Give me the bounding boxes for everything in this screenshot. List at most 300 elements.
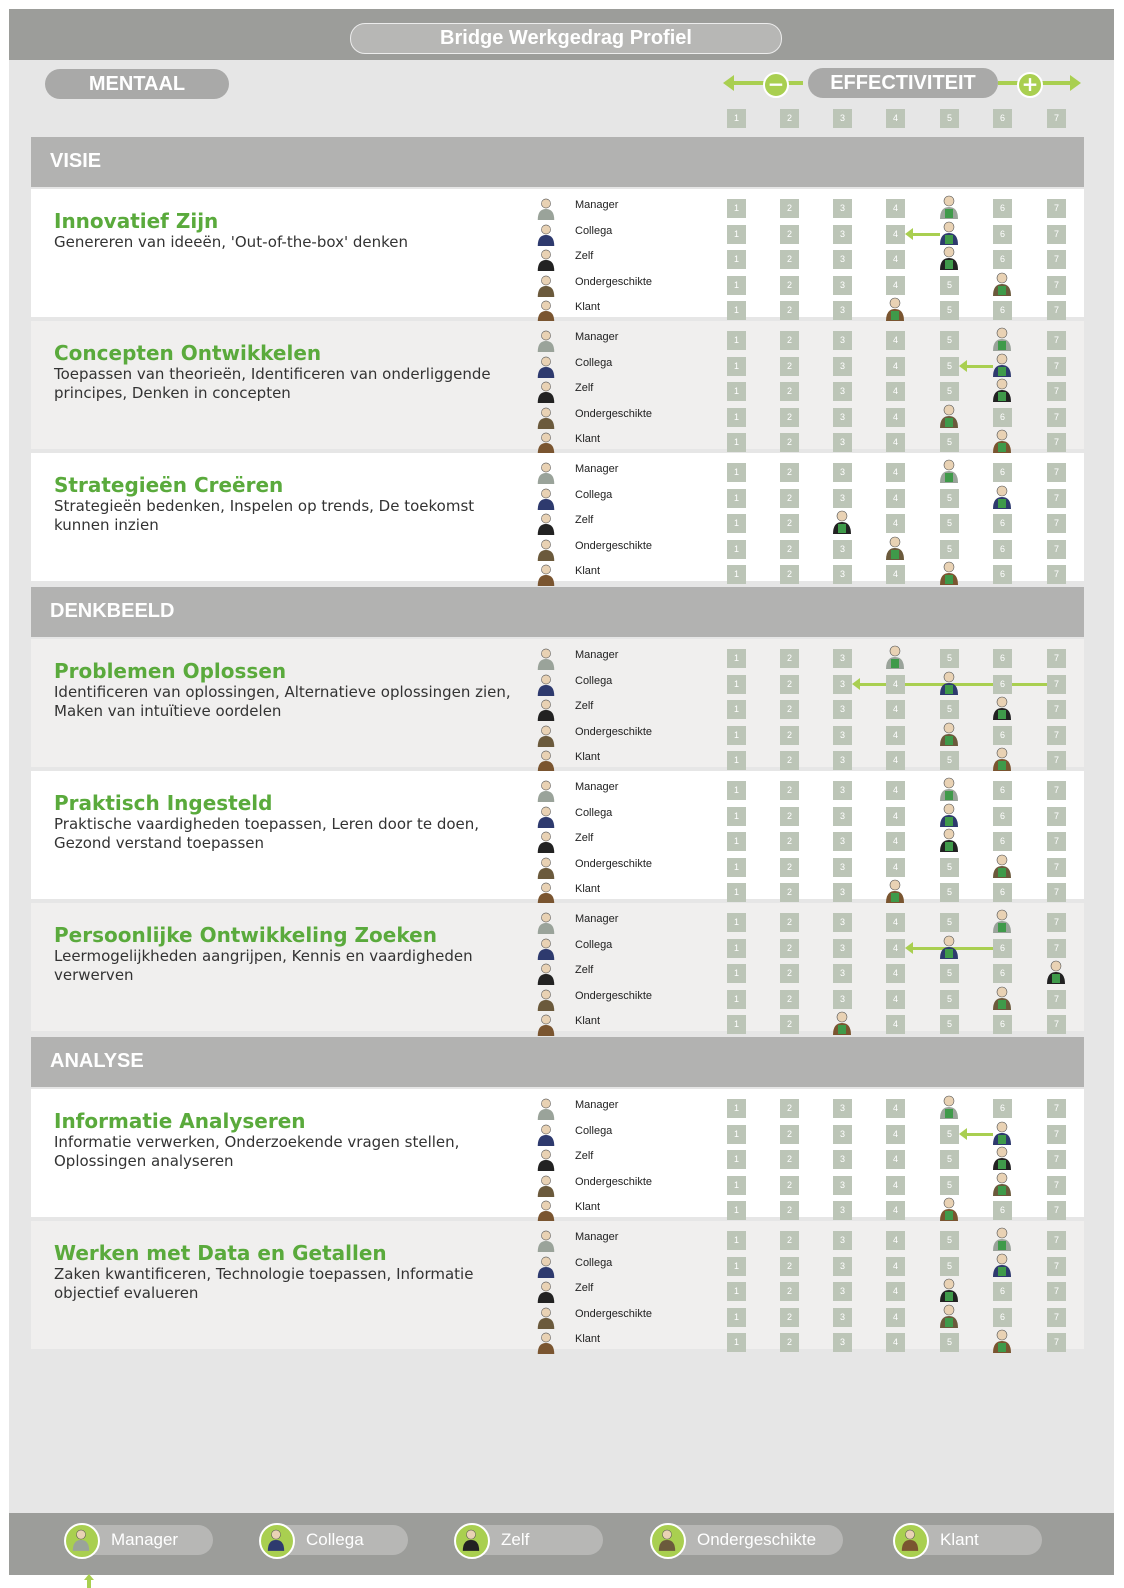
scale-box: 2: [780, 1333, 799, 1352]
score-marker: [991, 1172, 1013, 1196]
competency-description: Genereren van ideeën, 'Out-of-the-box' denken: [54, 233, 408, 251]
scale-box: 1: [727, 1201, 746, 1220]
scale-header-box: 5: [940, 109, 959, 128]
scale-box: 5: [940, 1015, 959, 1034]
scale-box: 2: [780, 700, 799, 719]
scale-box: 2: [780, 514, 799, 533]
perspective-label: Zelf: [575, 700, 594, 712]
perspective-row: [531, 378, 1084, 403]
perspective-label: Manager: [575, 913, 619, 925]
scale-box: 6: [993, 781, 1012, 800]
scale-box: 1: [727, 675, 746, 694]
score-marker: [884, 645, 906, 669]
category-title: DENKBEELD: [50, 600, 175, 622]
scale-box: 1: [727, 225, 746, 244]
scale-box: 1: [727, 514, 746, 533]
legend-label: Klant: [940, 1530, 979, 1549]
klant-icon: [535, 300, 557, 322]
perspective-label: Zelf: [575, 832, 594, 844]
scale-box: 3: [833, 1176, 852, 1195]
perspective-label: Manager: [575, 463, 619, 475]
scale-box: 3: [833, 1333, 852, 1352]
scale-box: 7: [1047, 1282, 1066, 1301]
score-marker: [938, 221, 960, 245]
perspective-row: [531, 960, 1084, 985]
competency-title: Concepten Ontwikkelen: [54, 341, 322, 365]
scale-box: 6: [993, 408, 1012, 427]
collega-icon: [535, 356, 557, 378]
score-marker: [991, 378, 1013, 402]
perspective-label: Manager: [575, 331, 619, 343]
scale-box: 4: [886, 1176, 905, 1195]
scale-box: 6: [993, 1201, 1012, 1220]
scale-box: 7: [1047, 1176, 1066, 1195]
scale-box: 7: [1047, 565, 1066, 584]
scale-box: 7: [1047, 1150, 1066, 1169]
scale-box: 1: [727, 1333, 746, 1352]
perspective-label: Zelf: [575, 1150, 594, 1162]
perspective-row: [531, 1227, 1084, 1252]
page-frame: [9, 9, 1114, 1575]
score-marker: [991, 854, 1013, 878]
score-marker: [991, 1146, 1013, 1170]
scale-box: 3: [833, 675, 852, 694]
scale-box: 1: [727, 1257, 746, 1276]
arrow-up-icon: [82, 1574, 96, 1588]
scale-box: 3: [833, 301, 852, 320]
scale-box: 7: [1047, 883, 1066, 902]
scale-box: 4: [886, 939, 905, 958]
scale-box: 6: [993, 1015, 1012, 1034]
perspective-row: [531, 854, 1084, 879]
perspective-label: Zelf: [575, 382, 594, 394]
scale-box: 4: [886, 408, 905, 427]
scale-box: 4: [886, 726, 905, 745]
scale-box: 1: [727, 433, 746, 452]
competency-title: Praktisch Ingesteld: [54, 791, 273, 815]
scale-box: 7: [1047, 382, 1066, 401]
score-marker: [991, 747, 1013, 771]
scale-box: 7: [1047, 514, 1066, 533]
competency-title: Persoonlijke Ontwikkeling Zoeken: [54, 923, 437, 947]
perspective-row: [531, 1172, 1084, 1197]
perspective-label: Zelf: [575, 1282, 594, 1294]
score-marker: [831, 1011, 853, 1035]
title-bar: [9, 9, 1114, 60]
competency-block: [31, 639, 1084, 767]
scale-box: 3: [833, 1201, 852, 1220]
scale-box: 5: [940, 1176, 959, 1195]
scale-box: 1: [727, 357, 746, 376]
scale-box: 4: [886, 1201, 905, 1220]
scale-box: 6: [993, 1308, 1012, 1327]
scale-box: 3: [833, 250, 852, 269]
scale-box: 7: [1047, 463, 1066, 482]
zelf-icon: [535, 513, 557, 535]
scale-box: 4: [886, 331, 905, 350]
scale-box: 2: [780, 331, 799, 350]
perspective-row: [531, 221, 1084, 246]
scale-box: 1: [727, 540, 746, 559]
competency-block: [31, 453, 1084, 581]
scale-box: 5: [940, 913, 959, 932]
zelf-icon: [535, 831, 557, 853]
scale-box: 6: [993, 199, 1012, 218]
scale-box: 1: [727, 649, 746, 668]
perspective-row: [531, 1011, 1084, 1036]
perspective-label: Ondergeschikte: [575, 275, 653, 288]
zelf-icon: [535, 699, 557, 721]
ondergeschikte-icon: [535, 407, 557, 429]
scale-box: 2: [780, 1099, 799, 1118]
section-label: MENTAAL: [45, 69, 229, 99]
perspective-label: Klant: [575, 433, 601, 445]
scale-box: 7: [1047, 726, 1066, 745]
scale-box: 6: [993, 250, 1012, 269]
scale-box: 7: [1047, 357, 1066, 376]
scale-box: 4: [886, 751, 905, 770]
manager-icon: [535, 780, 557, 802]
competency-block: [31, 321, 1084, 449]
legend-label: Zelf: [501, 1530, 530, 1549]
scale-header-box: 1: [727, 109, 746, 128]
legend-item-zelf: [457, 1525, 603, 1555]
scale-box: 1: [727, 1308, 746, 1327]
klant-icon: [535, 882, 557, 904]
scale-box: 5: [940, 858, 959, 877]
manager-icon: [64, 1523, 100, 1559]
perspective-row: [531, 777, 1084, 802]
perspective-row: [531, 1146, 1084, 1171]
klant-icon: [535, 750, 557, 772]
scale-box: 3: [833, 939, 852, 958]
scale-box: 3: [833, 832, 852, 851]
score-marker: [938, 1197, 960, 1221]
scale-box: 3: [833, 357, 852, 376]
scale-box: 2: [780, 489, 799, 508]
range-arrow: [913, 233, 940, 236]
perspective-row: [531, 935, 1084, 960]
scale-box: 7: [1047, 250, 1066, 269]
manager-icon: [535, 330, 557, 352]
scale-box: 1: [727, 199, 746, 218]
perspective-label: Collega: [575, 1124, 613, 1137]
klant-icon: [535, 1332, 557, 1354]
perspective-label: Klant: [575, 751, 601, 763]
scale-box: 7: [1047, 751, 1066, 770]
zelf-icon: [535, 963, 557, 985]
perspective-label: Zelf: [575, 514, 594, 526]
scale-box: 2: [780, 250, 799, 269]
scale-box: 2: [780, 433, 799, 452]
category-title: VISIE: [50, 150, 102, 172]
scale-box: 5: [940, 357, 959, 376]
scale-box: 2: [780, 913, 799, 932]
scale-box: 5: [940, 540, 959, 559]
legend-item-ondergeschikte: [653, 1525, 843, 1555]
competency-block: [31, 1089, 1084, 1217]
scale-box: 1: [727, 250, 746, 269]
scale-box: 5: [940, 276, 959, 295]
scale-box: 7: [1047, 1125, 1066, 1144]
collega-icon: [535, 1124, 557, 1146]
scale-box: 5: [940, 649, 959, 668]
perspective-label: Ondergeschikte: [575, 1175, 653, 1188]
perspective-row: [531, 195, 1084, 220]
perspective-row: [531, 246, 1084, 271]
competency-title: Werken met Data en Getallen: [54, 1241, 387, 1265]
scale-box: 7: [1047, 1333, 1066, 1352]
score-marker: [991, 485, 1013, 509]
scale-box: 7: [1047, 1231, 1066, 1250]
score-marker: [884, 297, 906, 321]
ondergeschikte-icon: [650, 1523, 686, 1559]
scale-box: 2: [780, 357, 799, 376]
scale-box: 2: [780, 649, 799, 668]
competency-description: Zaken kwantificeren, Technologie toepassen, Informatie objectief evalueren: [54, 1265, 474, 1302]
perspective-row: [531, 297, 1084, 322]
score-marker: [991, 1329, 1013, 1353]
scale-box: 7: [1047, 675, 1066, 694]
perspective-row: [531, 353, 1084, 378]
scale-box: 2: [780, 463, 799, 482]
perspective-row: [531, 1095, 1084, 1120]
scale-box: 3: [833, 199, 852, 218]
competency-block: [31, 771, 1084, 899]
scale-box: 5: [940, 1231, 959, 1250]
scale-box: 6: [993, 463, 1012, 482]
ondergeschikte-icon: [535, 989, 557, 1011]
scale-box: 6: [993, 225, 1012, 244]
score-marker: [991, 1253, 1013, 1277]
perspective-label: Klant: [575, 883, 601, 895]
competency-title: Strategieën Creëren: [54, 473, 284, 497]
perspective-label: Manager: [575, 199, 619, 211]
scale-box: 2: [780, 1308, 799, 1327]
score-marker: [991, 327, 1013, 351]
manager-icon: [535, 198, 557, 220]
scale-box: 1: [727, 331, 746, 350]
scale-box: 5: [940, 1333, 959, 1352]
scale-box: 1: [727, 990, 746, 1009]
scale-box: 3: [833, 382, 852, 401]
score-marker: [938, 777, 960, 801]
perspective-row: [531, 510, 1084, 535]
scale-box: 2: [780, 751, 799, 770]
scale-box: 6: [993, 883, 1012, 902]
scale-box: 4: [886, 489, 905, 508]
scale-box: 5: [940, 1257, 959, 1276]
legend-item-manager: [67, 1525, 213, 1555]
scale-box: 7: [1047, 331, 1066, 350]
perspective-label: Collega: [575, 224, 613, 237]
scale-box: 2: [780, 990, 799, 1009]
scale-box: 1: [727, 939, 746, 958]
scale-box: 1: [727, 964, 746, 983]
scale-box: 4: [886, 1333, 905, 1352]
scale-box: 6: [993, 565, 1012, 584]
competency-title: Informatie Analyseren: [54, 1109, 306, 1133]
score-marker: [991, 986, 1013, 1010]
collega-icon: [259, 1523, 295, 1559]
scale-box: 4: [886, 1099, 905, 1118]
scale-box: 1: [727, 1176, 746, 1195]
score-marker: [938, 803, 960, 827]
effectiviteit-label: EFFECTIVITEIT: [808, 68, 998, 98]
scale-box: 7: [1047, 781, 1066, 800]
scale-header-box: 6: [993, 109, 1012, 128]
plus-icon: +: [1017, 72, 1043, 98]
scale-box: 5: [940, 1125, 959, 1144]
scale-box: 3: [833, 1308, 852, 1327]
manager-icon: [535, 648, 557, 670]
scale-box: 7: [1047, 1257, 1066, 1276]
scale-box: 7: [1047, 649, 1066, 668]
scale-box: 4: [886, 1125, 905, 1144]
scale-box: 7: [1047, 301, 1066, 320]
scale-box: 4: [886, 964, 905, 983]
manager-icon: [535, 462, 557, 484]
scale-box: 3: [833, 463, 852, 482]
perspective-row: [531, 429, 1084, 454]
legend-item-collega: [262, 1525, 408, 1555]
scale-box: 2: [780, 675, 799, 694]
scale-box: 5: [940, 331, 959, 350]
scale-box: 2: [780, 807, 799, 826]
scale-box: 5: [940, 514, 959, 533]
score-marker: [938, 1278, 960, 1302]
scale-box: 4: [886, 1015, 905, 1034]
scale-box: 1: [727, 1015, 746, 1034]
scale-box: 1: [727, 781, 746, 800]
scale-box: 3: [833, 1257, 852, 1276]
perspective-row: [531, 561, 1084, 586]
ondergeschikte-icon: [535, 539, 557, 561]
competency-description: Informatie verwerken, Onderzoekende vragen stellen, Oplossingen analyseren: [54, 1133, 460, 1170]
scale-box: 7: [1047, 276, 1066, 295]
perspective-label: Ondergeschikte: [575, 857, 653, 870]
collega-icon: [535, 224, 557, 246]
perspective-label: Manager: [575, 1231, 619, 1243]
scale-box: 4: [886, 463, 905, 482]
scale-box: 3: [833, 1150, 852, 1169]
scale-box: 3: [833, 1282, 852, 1301]
scale-box: 4: [886, 913, 905, 932]
score-marker: [938, 561, 960, 585]
perspective-row: [531, 485, 1084, 510]
scale-box: 4: [886, 565, 905, 584]
scale-box: 2: [780, 408, 799, 427]
perspective-label: Ondergeschikte: [575, 407, 653, 420]
score-marker: [938, 1095, 960, 1119]
range-arrow: [967, 1133, 993, 1136]
score-marker: [938, 246, 960, 270]
scale-box: 4: [886, 1231, 905, 1250]
scale-box: 7: [1047, 832, 1066, 851]
scale-box: 2: [780, 726, 799, 745]
scale-box: 2: [780, 832, 799, 851]
score-marker: [831, 510, 853, 534]
scale-box: 2: [780, 276, 799, 295]
scale-box: 1: [727, 751, 746, 770]
scale-box: 1: [727, 832, 746, 851]
ondergeschikte-icon: [535, 1307, 557, 1329]
perspective-row: [531, 645, 1084, 670]
scale-box: 3: [833, 540, 852, 559]
effectiviteit-header: [723, 67, 1081, 99]
legend-item-klant: [896, 1525, 1042, 1555]
perspective-row: [531, 459, 1084, 484]
perspective-label: Zelf: [575, 964, 594, 976]
score-marker: [991, 696, 1013, 720]
perspective-label: Klant: [575, 1015, 601, 1027]
perspective-label: Collega: [575, 806, 613, 819]
scale-box: 6: [993, 540, 1012, 559]
perspective-label: Ondergeschikte: [575, 539, 653, 552]
perspective-row: [531, 327, 1084, 352]
scale-box: 1: [727, 700, 746, 719]
scale-box: 7: [1047, 1308, 1066, 1327]
scale-box: 4: [886, 675, 905, 694]
scale-box: 6: [993, 1099, 1012, 1118]
score-marker: [938, 722, 960, 746]
competency-block: [31, 1221, 1084, 1349]
scale-box: 2: [780, 199, 799, 218]
perspective-label: Manager: [575, 1099, 619, 1111]
perspective-row: [531, 828, 1084, 853]
perspective-label: Collega: [575, 356, 613, 369]
scale-box: 5: [940, 964, 959, 983]
scale-box: 2: [780, 1015, 799, 1034]
scale-box: 7: [1047, 939, 1066, 958]
score-marker: [1045, 960, 1067, 984]
score-marker: [938, 935, 960, 959]
perspective-label: Ondergeschikte: [575, 725, 653, 738]
scale-box: 7: [1047, 913, 1066, 932]
scale-box: 7: [1047, 807, 1066, 826]
score-marker: [938, 671, 960, 695]
perspective-row: [531, 909, 1084, 934]
scale-box: 6: [993, 649, 1012, 668]
scale-box: 1: [727, 489, 746, 508]
scale-box: 2: [780, 382, 799, 401]
perspective-row: [531, 747, 1084, 772]
perspective-row: [531, 1121, 1084, 1146]
scale-box: 1: [727, 913, 746, 932]
klant-icon: [535, 1014, 557, 1036]
scale-box: 7: [1047, 225, 1066, 244]
klant-icon: [893, 1523, 929, 1559]
perspective-label: Klant: [575, 565, 601, 577]
scale-header-box: 7: [1047, 109, 1066, 128]
klant-icon: [535, 1200, 557, 1222]
scale-box: 3: [833, 913, 852, 932]
scale-box: 2: [780, 939, 799, 958]
category-title: ANALYSE: [50, 1050, 144, 1072]
scale-box: 6: [993, 726, 1012, 745]
scale-box: 5: [940, 700, 959, 719]
scale-box: 7: [1047, 408, 1066, 427]
arrow-right-icon: [1070, 75, 1081, 91]
scale-box: 4: [886, 1257, 905, 1276]
scale-box: 7: [1047, 433, 1066, 452]
scale-box: 5: [940, 489, 959, 508]
scale-box: 6: [993, 675, 1012, 694]
scale-header: [9, 108, 1114, 130]
scale-box: 1: [727, 1150, 746, 1169]
scale-header-box: 4: [886, 109, 905, 128]
scale-box: 4: [886, 514, 905, 533]
